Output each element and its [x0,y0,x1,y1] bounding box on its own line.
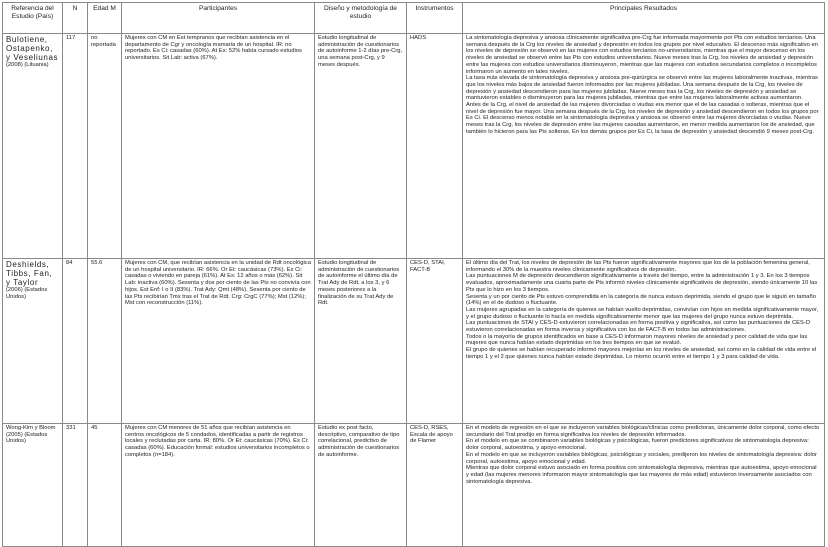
table-header-row [3,3,825,34]
cell-age: 45 [88,424,122,547]
header-design: Diseño y metodología de estudio [315,3,407,34]
cell-n: 117 [63,34,88,259]
cell-n: 331 [63,424,88,547]
result-paragraph: El último día del Trat, los niveles de depresión de las Pts fueron significativamente mayores que los de la población femenina general, informando el 30% de la muestra niveles clínicamente significativos de depresión. [466,260,810,273]
result-paragraph: La sintomatología depresiva y ansiosa clínicamente significativa pre-Crg fue informada mayormente por Pts con estudios terciarios. Una semana después de la Crg los niveles de ansiedad y depresión en todos los grupos por nivel educativo. El descenso más significativo en los niveles de depresión se observó en las mujeres con estudios terciarios no-universitarios, mientras que el mayor descenso en los niveles de ansiedad se observó entre las Pts con estudios universitarios. Nueve meses tras la Crg, los niveles de ansiedad y depresión entre las mujeres con estudios universitarios disminuyeron, mientras que las mujeres con estudios secundarios completos o incompletos informaron un aumento en tales niveles. [466,35,818,75]
result-paragraph: En el modelo de regresión en el que se incluyeron variables biológicas/clínicas como predictoras, únicamente dolor corporal, como efecto secundario del Trat predijo en forma significativa los niveles de depresión informados. [466,425,820,438]
cell-participants: Mujeres con CM en Est tempranos que recibían asistencia en el departamento de Cgr y oncología mamaria de un hospital. IR: no reportado. Es Ci: casadas (60%). At Es: 52% había cursado estudios universitarios. Sit Lab: activa (67%). [122,34,315,259]
cell-instruments: CES-D, STAI, FACT-B [407,259,463,424]
header-age: Edad M [88,3,122,34]
reference-authors: Wong-Kim y Bloom [6,425,56,431]
result-paragraph: Mientras que dolor corporal estuvo asociado en forma positiva con sintomatología depresiva, mientras que autoestima, apoyo emocional y edad (las mujeres menores informaron mayor sintomatología que las mayores de más edad) estuvieron inversamente asociados con sintomatología depresiva. [466,465,817,485]
result-paragraph: Todos o la mayoría de grupos identificados en base a CES-D informaron mayores niveles de ansiedad y peor calidad de vida que las mujeres que nunca habían estado deprimidas en los tres tiempos en que se evaluó. [466,333,808,347]
cell-results [463,259,825,424]
cell-participants: Mujeres con CM, que recibían asistencia en la unidad de Rdt oncológica de un hospital universitario. IR: 66%. Or Et: caucásicas (73%). Es Ci: casadas o viviendo en pareja (61%). At Es: 12 años o más (62%). Sit Lab: inactiva (60%). Sesenta y dos por ciento de las Pts no convivía con hijos. Est Enf: I o II (83%). Trat Ady: Qmt (48%). Sesenta por ciento de las Pts recibirían Tmx tras el Trat de Rdt. Crg: CrgC (77%); Mst (12%); Mst con reconstrucción (11%). [122,259,315,424]
result-paragraph: En el modelo en que se incluyeron variables biológicas, psicológicas y sociales, predijeron los niveles de sintomatología depresiva: dolor corporal, autoestima, apoyo emocional y edad. [466,451,817,465]
reference-year-country: (2008) (Lituania) [6,62,49,68]
header-participants: Participantes [122,3,315,34]
table-row [3,424,825,547]
header-n: N [63,3,88,34]
table-row [3,34,825,259]
header-results: Principales Resultados [463,3,825,34]
cell-instruments: CES-D, RSES, Escala de apoyo de Flamer [407,424,463,547]
cell-instruments: HADS [407,34,463,259]
result-paragraph: Antes de la Crg, el nivel de ansiedad de las mujeres divorciadas o viudas era menor que el de las casadas o solteras, mientras que el nivel de depresión fue mayor. Una semana después de la Crg, los niveles de depresión y ansiedad descendieron en todos los grupos por Es Ci. El descenso menos notable en la sintomatología depresiva y ansiosa se observó entre las mujeres divorciadas o viudas. Nueve meses tras la Crg, los niveles de depresión entre las mujeres casadas aumentaron, en menor medida aumentaron los de ansiedad, que también lo hicieron para las Pts solteras. En los demás grupos por Es Ci, la tasa de depresión y ansiedad descendió 9 meses post-Crg. [466,102,819,135]
reference-year-country: (2005) (Estados Unidos) [6,431,48,445]
reference-authors: Bulotiene, Ostapenko, y Veseliunas [6,35,59,62]
cell-reference [3,424,63,547]
cell-design: Estudio ex post facto, descriptivo, comparativo de tipo correlacional, predictivo de administración de cuestionarios de autoinforme. [315,424,407,547]
cell-age: no reportada [88,34,122,259]
cell-reference [3,259,63,424]
result-paragraph: La tasa más elevada de sintomatología depresiva y ansiosa pre-quirúrgica se observó entre las mujeres laboralmente inactivas, mientras que los niveles más bajos de ansiedad fueron informados por las mujeres jubiladas. Una semana después de la Crg, los niveles de depresión y ansiedad descendieron para las mujeres jubiladas. Nueve meses tras la Crg, los niveles de depresión y ansiedad se mantuvieron estables o disminuyeron para las mujeres jubiladas, mientras que entre las mujeres laboralmente activas aumentaron. [466,75,818,102]
cell-n: 84 [63,259,88,424]
literature-review-table [2,2,825,547]
cell-design: Estudio longitudinal de administración de cuestionarios de autoinforme 1-2 días pre-Crg, una semana post-Crg, y 9 meses después. [315,34,407,259]
header-instruments: Instrumentos [407,3,463,34]
table-row [3,259,825,424]
result-paragraph: Las mujeres agrupadas en la categoría de quienes se habían vuelto deprimidas, convivían con hijos en medida significativamente mayor, y el grupo dudoso o fluctuante lo hacía en medida significativamente menor que las mujeres del grupo nunca estuvo deprimida. [466,306,819,320]
cell-results [463,424,825,547]
reference-authors: Deshields, Tibbs, Fan, y Taylor [6,260,53,287]
result-paragraph: Sesenta y un por ciento de Pts estuvo comprendida en la categoría de nunca estuvo deprimida, siendo el grupo que le siguió en tamaño (14%) en el de dudoso o fluctuante. [466,293,816,307]
result-paragraph: Las puntuaciones de STAI y CES-D estuvieron correlacionadas en forma positiva y significativa, así como las puntuaciones de CES-D estuvieron correlacionadas en forma inversa y significativa con los de FACT-B en todos las administraciones. [466,320,811,334]
cell-age: 55.6 [88,259,122,424]
result-paragraph: Las puntuaciones M de depresión descendieron significativamente a través del tiempo, entre la administración 1 y 3. En los 3 tiempos evaluados, aproximadamente una cuarta parte de Pts informó niveles clínicamente significativos de depresión, siendo únicamente 10 las Pts que lo hizo en los 3 tiempos. [466,273,818,293]
cell-design: Estudio longitudinal de administración de cuestionarios de autoinforme el último día de Trat Ady de Rdt, a los 3, y 6 meses posteriores a la finalización de su Trat Ady de Rdt. [315,259,407,424]
header-reference: Referencia del Estudio (País) [3,3,63,34]
cell-results [463,34,825,259]
cell-participants: Mujeres con CM menores de 51 años que recibían asistencia en centros oncológicos de 5 condados, identificadas a partir de registros locales y reclutadas por carta. IR: 80%. Or Et: caucásicas (70%). Es Ci: casadas (60%). Educación formal: estudios universitarios incompletos o completos (n=184). [122,424,315,547]
cell-reference [3,34,63,259]
reference-year-country: (2006) (Estados Unidos) [6,287,48,300]
result-paragraph: En el modelo en que se combinaron variables biológicas y psicológicas, fueron predictores significativos de sintomatología depresiva: dolor corporal, autoestima, y apoyo emocional. [466,438,809,452]
result-paragraph: El grupo de quienes se habían recuperado informó mayores mejorías en los niveles de ansiedad, así como en la calidad de vida entre el tiempo 1 y el 2 que quienes nunca habían estado deprimidas. Lo mismo ocurrió entre el tiempo 1 y 3 para calidad de vida. [466,347,817,360]
